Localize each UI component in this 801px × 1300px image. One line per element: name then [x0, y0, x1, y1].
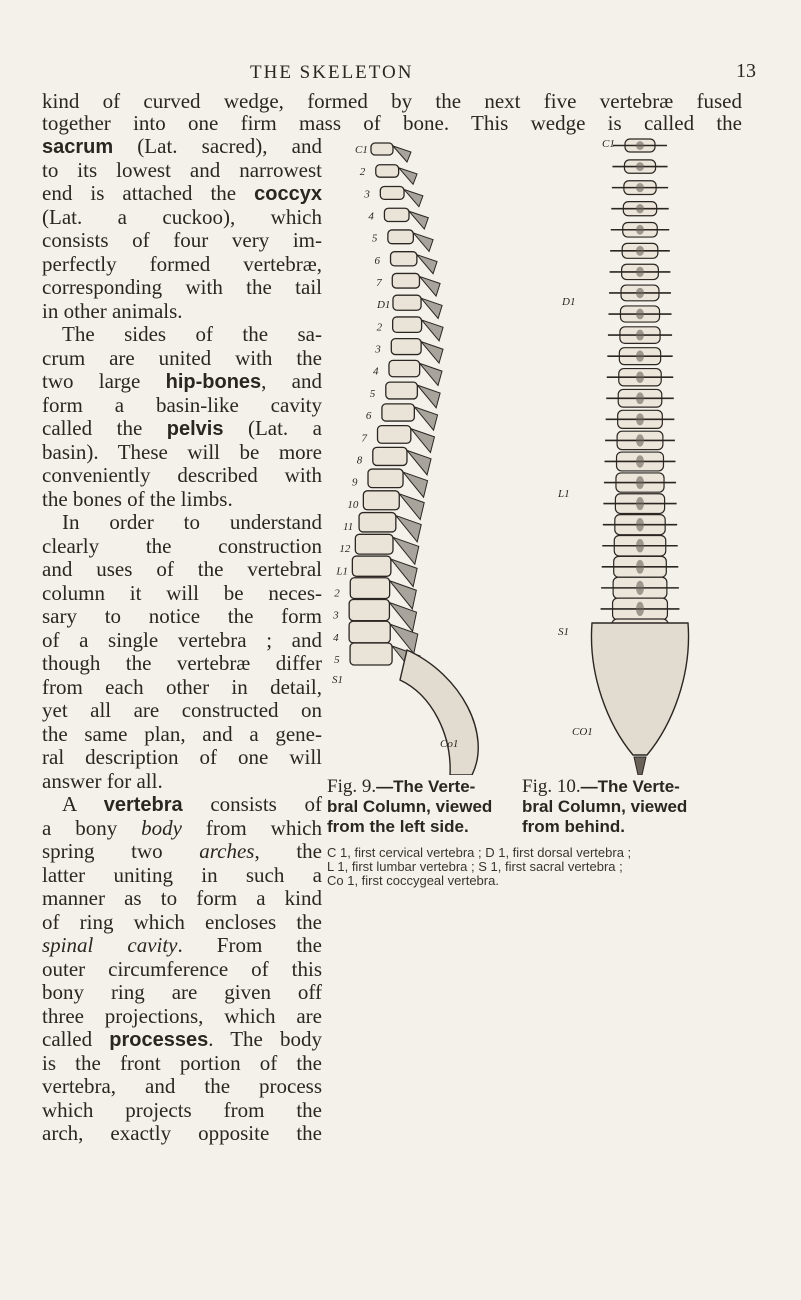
vertebra-label: 4	[333, 631, 339, 644]
spinous-tip	[636, 602, 644, 616]
vertebra-body-lateral	[378, 426, 411, 444]
vertebra-label: 2	[359, 166, 366, 179]
spinous-tip	[636, 455, 644, 468]
vertebra-label: 9	[352, 476, 358, 489]
vertebra-label: D1	[562, 296, 576, 308]
vertebra-label: Co1	[440, 738, 459, 750]
text-run: , the	[254, 839, 322, 863]
column-line	[42, 511, 322, 535]
text-run: the bones of the limbs.	[42, 486, 233, 511]
text-run: from each other in detail,	[42, 674, 322, 699]
page-header	[0, 62, 801, 86]
vertebra-label: 12	[339, 543, 351, 556]
bold-term: sacrum	[42, 136, 114, 158]
vertebral-column-illustrations	[322, 135, 792, 775]
vertebra-body-lateral	[388, 230, 413, 244]
vertebra-body-lateral	[389, 360, 420, 376]
vertebra-body-lateral	[350, 578, 389, 599]
body-line-1: kind of curved wedge, formed by the next five vertebræ fused	[42, 89, 742, 113]
spinous-tip	[636, 288, 644, 298]
figure-legend	[327, 846, 787, 888]
spinous-tip	[636, 246, 644, 256]
fig10-caption-title-3: from behind.	[522, 817, 625, 836]
text-run: ral description of one will	[42, 745, 322, 769]
text-run: A	[62, 792, 104, 816]
spinous-tip	[636, 351, 644, 362]
legend-line-1: C 1, first cervical vertebra ; D 1, first dorsal vertebra ;	[327, 845, 632, 860]
spinous-tip	[636, 413, 644, 425]
bold-term: vertebra	[103, 794, 183, 816]
vertebra-body-lateral	[350, 643, 392, 665]
column-line	[42, 1122, 322, 1146]
column-line	[42, 370, 322, 394]
spinous-tip	[636, 204, 644, 213]
spinous-tip	[636, 267, 644, 277]
italic-term: arches	[199, 839, 255, 863]
column-line	[42, 276, 322, 300]
fig9-caption-title-2: bral Column, viewed	[327, 797, 493, 816]
vertebra-label: 10	[347, 498, 359, 511]
column-line	[42, 652, 322, 676]
text-run: latter uniting in such a	[42, 862, 322, 887]
spinous-tip	[636, 183, 644, 192]
column-line	[42, 1005, 322, 1029]
sacrum-posterior	[591, 623, 688, 755]
text-run: a bony	[42, 815, 142, 840]
text-run: of a single vertebra ; and	[42, 627, 322, 652]
vertebra-body-lateral	[376, 165, 399, 177]
spinous-process	[407, 450, 431, 475]
column-line	[42, 441, 322, 465]
text-run: from which	[182, 815, 322, 840]
column-line	[42, 253, 322, 277]
vertebra-label: 2	[334, 587, 340, 600]
column-line	[42, 182, 322, 206]
text-run: . The body	[208, 1027, 322, 1051]
column-line	[42, 229, 322, 253]
vertebra-label: 2	[376, 321, 383, 334]
vertebra-label: 3	[375, 343, 381, 356]
column-line	[42, 746, 322, 770]
fig10-caption-title-1: —The Verte-	[580, 777, 680, 796]
vertebra-body-lateral	[352, 556, 391, 576]
text-run: In order to understand	[62, 510, 322, 534]
column-line	[42, 817, 322, 841]
vertebra-body-lateral	[371, 143, 393, 155]
vertebra-body-lateral	[368, 469, 403, 488]
text-run: three projections, which are	[42, 1003, 322, 1028]
sacrum-lateral	[400, 650, 478, 775]
running-head: THE SKELETON	[250, 62, 414, 83]
vertebra-label: 3	[333, 609, 339, 622]
text-run: , and	[261, 369, 323, 393]
text-run: to its lowest and narrowest	[42, 157, 322, 182]
spinous-process	[409, 211, 428, 229]
spinous-process	[403, 472, 428, 497]
column-line	[42, 723, 322, 747]
text-run: The sides of the sa-	[62, 322, 322, 346]
vertebra-label: 4	[368, 210, 374, 223]
vertebra-label: 11	[343, 520, 354, 533]
text-run: (Lat. a cuckoo), which	[42, 204, 322, 229]
text-run: the same plan, and a gene-	[42, 721, 322, 746]
spinous-process	[421, 298, 442, 318]
italic-term: spinal cavity	[42, 933, 178, 957]
text-run: of ring which encloses the	[42, 909, 322, 934]
spinous-tip	[636, 518, 644, 531]
vertebra-body-lateral	[391, 339, 421, 355]
vertebra-label: 8	[356, 454, 363, 467]
vertebra-label: CO1	[572, 726, 593, 738]
fig10-caption-title-2: bral Column, viewed	[522, 797, 688, 816]
vertebra-body-lateral	[384, 208, 409, 221]
spinous-process	[396, 516, 421, 542]
spinous-process	[411, 429, 435, 453]
spinous-tip	[636, 162, 644, 171]
vertebra-body-lateral	[393, 295, 421, 310]
text-run: is the front portion of the	[42, 1050, 322, 1075]
column-line	[42, 934, 322, 958]
text-run: column it will be neces-	[42, 580, 322, 605]
column-line	[42, 605, 322, 629]
spinous-tip	[636, 539, 644, 553]
column-line	[42, 323, 322, 347]
text-run: in other animals.	[42, 298, 183, 323]
text-run: clearly the construction	[42, 533, 322, 558]
text-run: bony ring are given off	[42, 980, 322, 1004]
text-run: basin). These will be more	[42, 439, 322, 464]
spinous-process	[393, 537, 419, 564]
text-run: called	[42, 1027, 110, 1051]
fig9-caption-label: Fig. 9.	[327, 776, 377, 797]
spinous-tip	[636, 434, 644, 446]
text-run: arch, exactly opposite the	[42, 1121, 322, 1145]
spinous-process	[421, 342, 443, 363]
column-line	[42, 417, 322, 441]
column-line	[42, 981, 322, 1005]
column-line	[42, 488, 322, 512]
vertebra-label: 6	[374, 254, 381, 267]
column-line	[42, 464, 322, 488]
page-number: 13	[736, 60, 756, 82]
column-line	[42, 699, 322, 723]
vertebra-label: C1	[602, 138, 615, 150]
column-line	[42, 629, 322, 653]
text-run: . From the	[177, 933, 322, 957]
vertebra-body-lateral	[392, 273, 419, 288]
vertebra-label: L1	[558, 488, 570, 500]
bold-term: coccyx	[254, 183, 322, 205]
vertebra-body-lateral	[393, 317, 422, 332]
vertebra-label: 3	[364, 188, 370, 201]
vertebra-body-lateral	[386, 382, 418, 399]
spinous-process	[417, 385, 440, 408]
legend-line-3: Co 1, first coccygeal vertebra.	[327, 873, 499, 888]
column-line	[42, 206, 322, 230]
column-line	[42, 1028, 322, 1052]
vertebra-body-lateral	[349, 600, 389, 621]
column-line	[42, 135, 322, 159]
vertebra-body-lateral	[363, 491, 399, 510]
column-line	[42, 1075, 322, 1099]
spinous-tip	[636, 309, 644, 320]
text-run: consists of	[182, 792, 323, 816]
text-run: which projects from the	[42, 1097, 322, 1122]
vertebra-label: 5	[334, 654, 340, 666]
vertebra-label: S1	[332, 674, 343, 686]
spinous-process	[417, 255, 437, 274]
figures-area	[322, 135, 792, 775]
text-run: manner as to form a kind	[42, 886, 322, 910]
vertebra-label: 7	[361, 432, 368, 445]
fig10-caption-label: Fig. 10.	[522, 776, 581, 797]
text-run: two large	[42, 369, 166, 393]
text-run: answer for all.	[42, 768, 163, 793]
bold-term: hip-bones	[165, 371, 262, 393]
column-line	[42, 1052, 322, 1076]
fig9-caption-title-3: from the left side.	[327, 817, 469, 836]
text-run: conveniently described with	[42, 463, 322, 487]
spinous-process	[422, 320, 443, 341]
vertebra-label: 4	[372, 365, 379, 378]
spinous-process	[419, 276, 440, 296]
text-run: consists of four very im-	[42, 228, 322, 252]
vertebra-body-lateral	[380, 186, 404, 199]
column-line	[42, 793, 322, 817]
spinous-tip	[636, 392, 644, 404]
spinous-process	[399, 494, 424, 520]
column-line	[42, 770, 322, 794]
text-run: form a basin-like cavity	[42, 392, 322, 417]
bold-term: processes	[109, 1029, 209, 1051]
vertebra-label: 5	[369, 387, 376, 400]
column-line	[42, 347, 322, 371]
vertebra-label: 5	[371, 232, 378, 245]
spinous-tip	[636, 141, 644, 150]
spinous-tip	[636, 330, 644, 341]
column-line	[42, 558, 322, 582]
spinous-tip	[636, 225, 644, 235]
column-line	[42, 159, 322, 183]
text-run: (Lat. sacred), and	[113, 134, 322, 158]
text-run: sary to notice the form	[42, 604, 322, 628]
legend-line-2: L 1, first lumbar vertebra ; S 1, first sacral vertebra ;	[327, 859, 623, 874]
spinous-process	[413, 233, 433, 251]
text-run: end is attached the	[42, 181, 255, 205]
spinous-tip	[636, 476, 644, 489]
italic-term: body	[141, 815, 182, 840]
coccyx-posterior	[634, 757, 646, 775]
column-line	[42, 300, 322, 324]
spinous-tip	[636, 497, 644, 510]
vertebra-body-lateral	[355, 534, 393, 554]
text-run: crum are united with the	[42, 345, 322, 370]
spinous-process	[393, 146, 411, 162]
vertebra-label: 6	[365, 410, 372, 423]
vertebra-body-lateral	[349, 621, 390, 643]
fig9-caption	[327, 777, 507, 837]
column-line	[42, 676, 322, 700]
vertebra-label: D1	[376, 299, 391, 312]
text-run: corresponding with the tail	[42, 275, 322, 299]
vertebra-label: C1	[355, 144, 368, 156]
column-line	[42, 864, 322, 888]
spinous-tip	[636, 581, 644, 595]
spinous-tip	[636, 560, 644, 574]
text-run: perfectly formed vertebræ,	[42, 251, 322, 276]
bold-term: pelvis	[166, 418, 224, 440]
column-line	[42, 582, 322, 606]
text-run: outer circumference of this	[42, 956, 322, 981]
text-run: spring two	[42, 839, 200, 863]
fig10-caption	[522, 777, 782, 837]
vertebra-label: 7	[376, 277, 382, 290]
text-run: (Lat. a	[223, 416, 322, 440]
column-line	[42, 1099, 322, 1123]
text-run: yet all are constructed on	[42, 698, 322, 722]
text-run: and uses of the vertebral	[42, 557, 322, 581]
text-run: vertebra, and the process	[42, 1074, 322, 1098]
vertebra-body-lateral	[359, 513, 396, 532]
spinous-process	[399, 168, 417, 185]
vertebra-label: S1	[558, 626, 569, 638]
text-column	[42, 135, 322, 1146]
column-line	[42, 958, 322, 982]
fig9-caption-title-1: —The Verte-	[376, 777, 476, 796]
column-line	[42, 887, 322, 911]
column-line	[42, 911, 322, 935]
vertebra-label: L1	[336, 565, 348, 578]
spinous-process	[404, 189, 423, 206]
spinous-tip	[636, 371, 644, 383]
body-line-2: together into one firm mass of bone. This wedge is called the	[42, 111, 742, 135]
text-run: though the vertebræ differ	[42, 651, 322, 675]
column-line	[42, 840, 322, 864]
vertebra-body-lateral	[373, 447, 407, 465]
vertebra-body-lateral	[382, 404, 414, 421]
column-line	[42, 535, 322, 559]
text-run: called the	[42, 416, 167, 440]
vertebra-body-lateral	[391, 252, 417, 266]
spinous-process	[420, 363, 442, 385]
spinous-process	[414, 407, 437, 430]
column-line	[42, 394, 322, 418]
